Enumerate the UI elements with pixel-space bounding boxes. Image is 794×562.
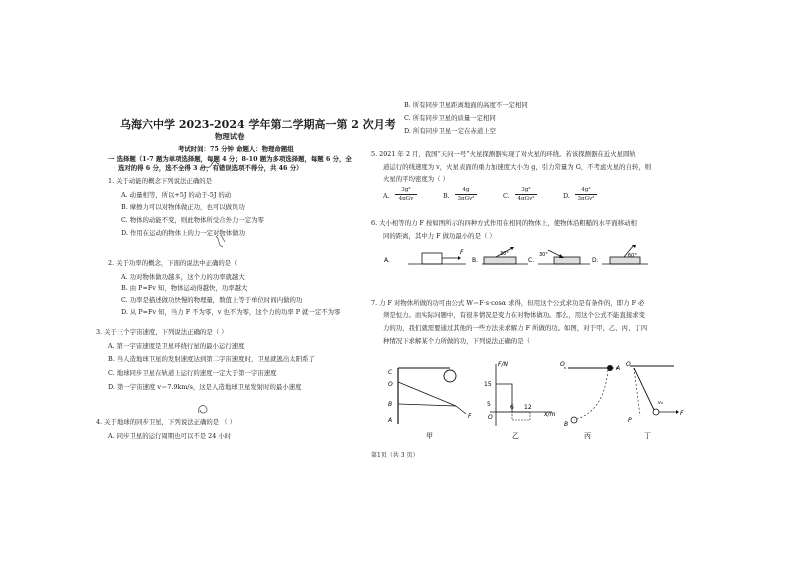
- q5-option-b-label: B.: [443, 192, 450, 200]
- block: [422, 253, 442, 264]
- q5-option-b-num: 4g: [462, 187, 470, 193]
- q1-option-b: B. 摩擦力可以对物体做正功，也可以做负功: [121, 203, 245, 211]
- q4-option-a: A. 同步卫星的运行周期也可以不是 24 小时: [108, 432, 232, 440]
- q6-figure-c: [528, 250, 590, 264]
- q1-option-a: A. 动量相等，所以+5J 的动于-5J 的动: [121, 191, 232, 199]
- q5-option-a-den: 4πGv: [398, 196, 414, 202]
- rope: [398, 404, 456, 406]
- q4-option-c: C. 所有同步卫星的质量一定相同: [404, 114, 496, 122]
- q5-option-d-label: D.: [563, 192, 570, 200]
- figure-label-ding: 丁: [644, 432, 651, 440]
- force-graph-negative: [496, 412, 530, 420]
- q2-option-b: B. 由 P=Fv 知，物体运动得越快，功率越大: [121, 284, 248, 292]
- q3-option-a: A. 第一宇宙速度是卫星环绕行星的最小运行速度: [108, 342, 245, 350]
- tick-5: 5: [487, 401, 491, 408]
- q7-figures: [384, 356, 714, 442]
- handwriting-mark-2: [213, 233, 231, 249]
- q6-angle-d: 60°: [628, 253, 637, 259]
- q5-option-c-num: 3g²: [521, 187, 531, 193]
- q5-option-c-den: 4πGv²: [517, 196, 535, 202]
- q6-label-b: B.: [472, 257, 479, 264]
- q7-figure-yi: [484, 361, 556, 440]
- q1-stem: 1. 关于动能的概念下列说法正确的是: [108, 177, 212, 185]
- exam-info: 考试时间：75 分钟 命题人：物理命题组: [178, 145, 294, 153]
- q5-stem-1: 5. 2021 年 2 月，我国“天问一号”火星探测器实现了对火星的环绕。若该探测器在近火星圆轨: [371, 150, 636, 158]
- label-o: O: [626, 361, 631, 368]
- tick-6: 6: [510, 404, 514, 411]
- q7-line-4: 种情况下求解某个力所做的功，下列说法正确的是（: [383, 337, 530, 345]
- q7-figure-ding: [626, 361, 684, 440]
- label-v: v₀: [658, 400, 663, 406]
- q6-label-a: A.: [384, 257, 390, 264]
- q4-option-d: D. 所有同步卫星一定在赤道上空: [404, 127, 497, 135]
- q7-figure-jia: [387, 368, 472, 440]
- q1-option-c: C. 物体的动能不变，则此物体所受合外力一定为零: [121, 216, 264, 224]
- q3-option-b: B. 当人造地球卫星的发射速度达到第二宇宙速度时，卫星就逃出太阳系了: [108, 355, 315, 363]
- q7-figure-bing: [560, 361, 620, 440]
- q4-option-b: B. 所有同步卫星距离地面的高度不一定相同: [404, 101, 528, 109]
- rope: [398, 382, 456, 406]
- label-f: F: [468, 413, 472, 420]
- label-o: O: [388, 381, 393, 388]
- block: [554, 257, 580, 264]
- q2-option-a: A. 功对物体做功越多，这个力的功率就越大: [121, 273, 245, 281]
- section-heading: 一 选择题（1-7 题为单项选择题，每题 4 分；8-10 题为多项选择题，每题 6 分，全: [108, 155, 352, 163]
- q3-option-c: C. 地球同步卫星在轨道上运行的速度一定大于第一宇宙速度: [108, 369, 277, 377]
- handwriting-mark: [198, 160, 220, 174]
- q5-option-b-den: 3πGv²: [457, 196, 475, 202]
- q5-stem-3: 火星的平均密度为（ ）: [383, 175, 449, 183]
- section-heading-2: 选对的得 6 分，选不全得 3 分，有错误选项不得分，共 46 分）: [118, 164, 303, 172]
- label-a: A: [616, 365, 621, 372]
- exam-title: 乌海六中学 2023-2024 学年第二学期高一第 2 次月考: [120, 118, 396, 131]
- q6-figure-a: [384, 249, 466, 264]
- label-p: P: [628, 417, 632, 424]
- label-b: B: [564, 421, 569, 428]
- origin-label: O: [488, 414, 493, 421]
- q6-force-label: F: [460, 249, 464, 256]
- label-a: A: [388, 417, 393, 424]
- label-o: O: [560, 361, 565, 368]
- arrow-head-icon: [458, 256, 461, 260]
- tick-15: 15: [484, 381, 492, 388]
- force-arrow: [456, 406, 466, 414]
- axis-x-label: x/m: [544, 411, 556, 418]
- block: [484, 257, 516, 264]
- handwriting-mark-3: [195, 401, 211, 417]
- arrow-head-icon: [559, 254, 564, 258]
- figure-label-bing: 丙: [584, 432, 591, 440]
- q6-figure-b: [472, 247, 528, 264]
- q5-option-c-label: C.: [503, 192, 510, 200]
- exam-subtitle: 物理试卷: [215, 132, 245, 141]
- label-b: B: [388, 401, 393, 408]
- q4-stem: 4. 关于地球的同步卫星，下列说法正确的是 （ ）: [96, 418, 237, 426]
- q3-stem: 3. 关于三个宇宙速度，下列说法正确的是（ ）: [96, 328, 228, 336]
- figure-label-yi: 乙: [512, 432, 519, 440]
- q5-option-d-den: 3πGv²: [577, 196, 595, 202]
- q5-option-a-num: 3g²: [401, 187, 411, 193]
- q5-option-a-label: A.: [383, 192, 390, 200]
- pulley: [444, 370, 456, 382]
- q5-stem-2: 道运行的线速度为 v，火星表面的重力加速度大小为 g，引力常量为 G，不考虑火星的自转，则: [383, 163, 652, 171]
- ball: [653, 409, 659, 415]
- q2-option-c: C. 功率是描述做功快慢的物理量，数值上等于单位时间内做的功: [121, 296, 303, 304]
- q6-figures: [378, 245, 678, 277]
- axis-y-label: F/N: [498, 361, 508, 368]
- arrow-head-icon: [676, 410, 679, 414]
- q6-figure-d: [592, 245, 648, 264]
- swing-path: [574, 370, 608, 420]
- q5-option-d-num: 4g²: [581, 187, 591, 193]
- q6-label-c: C.: [528, 257, 535, 264]
- q7-line-3: 力的功，我们就需要通过其他的一些方法来求解力 F 所做的功。如图，对于甲、乙、丙、丁四: [383, 324, 648, 332]
- page-footer: 第1页（共 3 页）: [371, 452, 419, 459]
- q6-label-d: D.: [592, 257, 599, 264]
- q2-stem: 2. 关于功率的概念，下面的说法中正确的是（: [108, 259, 238, 267]
- label-f: F: [680, 410, 684, 417]
- q3-option-d: D. 第一宇宙速度 v＝7.9km/s，这是人造地球卫星发射时的最小速度: [108, 383, 302, 391]
- q7-line-1: 7. 力 F 对物体所做的功可由公式 W＝F·s·cosα 求得，但用这个公式求功是有条件的，即力 F 必: [371, 299, 645, 307]
- q2-option-d: D. 从 P=Fv 知，当力 F 不为零，v 也不为零，这个力的功率 P 就一定不为零: [121, 308, 341, 316]
- q6-angle-b: 30°: [500, 251, 509, 257]
- string: [634, 368, 654, 410]
- q6-stem-1: 6. 大小相等的力 F 按如图所示的四种方式作用在相同的物体上，使物体沿粗糙的水平面移动相: [371, 219, 637, 227]
- q7-line-2: 须是恒力。而实际问题中，有很多情况是变力在对物体做功。那么，用这个公式不能直接求变: [383, 311, 646, 319]
- q6-stem-2: 同的距离，其中力 F 做功最小的是（ ）: [383, 232, 496, 240]
- label-c: C: [388, 369, 393, 376]
- q6-angle-c: 30°: [539, 252, 548, 258]
- q1-option-d: D. 作用在运动的物体上的力一定对物体做功: [121, 229, 245, 237]
- tick-12: 12: [524, 404, 532, 411]
- figure-label-jia: 甲: [426, 432, 433, 440]
